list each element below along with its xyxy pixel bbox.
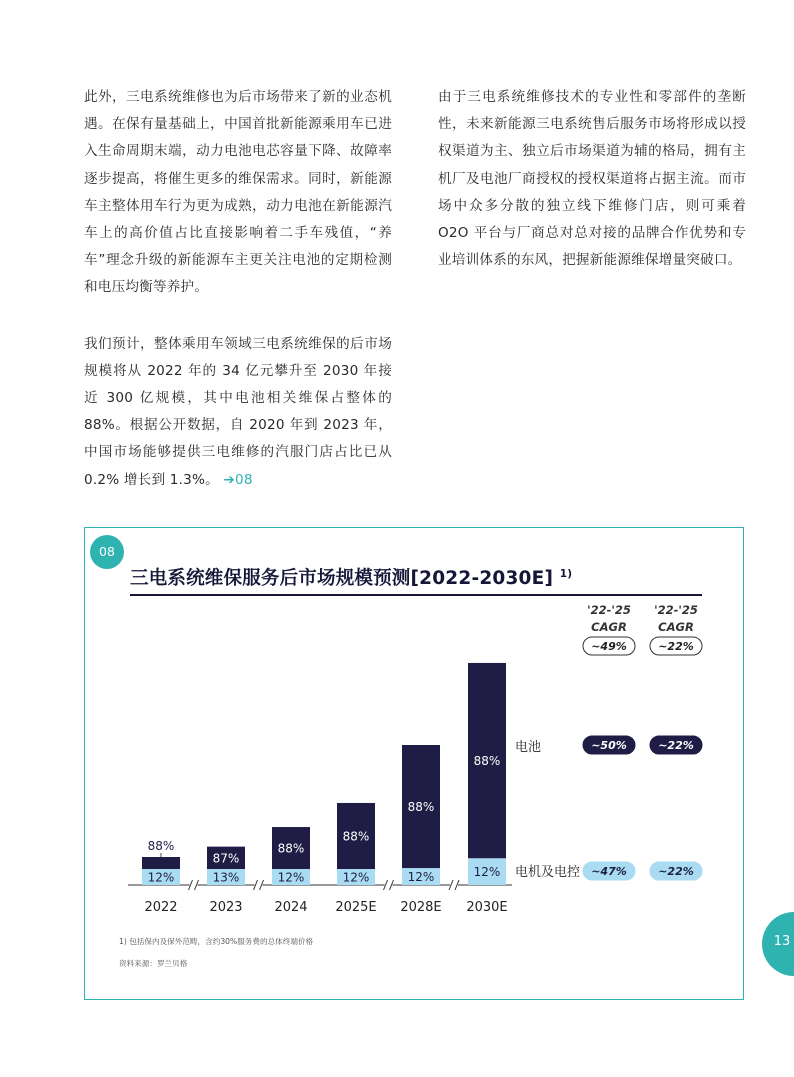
category-label-2030E: 2030E: [466, 900, 508, 915]
label-motor-share-2022: 12%: [147, 870, 175, 885]
cagr-header-label-1: CAGR: [658, 620, 694, 634]
cagr-battery-0-value: ~50%: [591, 739, 627, 752]
category-label-2024: 2024: [274, 900, 308, 915]
figure-footnote: 1) 包括保内及保外范畴，含约30%服务费的总体终端价格: [119, 937, 314, 946]
category-label-2025E: 2025E: [335, 900, 377, 915]
category-label-2028E: 2028E: [400, 900, 442, 915]
cagr-total-0-value: ~49%: [591, 640, 627, 653]
cagr-motor-1-value: ~22%: [658, 865, 694, 878]
page-number: 13: [773, 934, 791, 949]
cagr-battery-1-value: ~22%: [658, 739, 694, 752]
label-motor-share-2028E: 12%: [407, 870, 435, 885]
figure-source: 资料来源：罗兰贝格: [119, 959, 188, 968]
category-label-2023: 2023: [209, 900, 243, 915]
label-motor-share-2025E: 12%: [342, 870, 370, 885]
category-label-2022: 2022: [144, 900, 178, 915]
paragraph-market-forecast-text: 我们预计，整体乘用车领域三电系统维保的后市场规模将从 2022 年的 34 亿元攀升至 2030 年接近 300 亿规模，其中电池相关维保占整体的 88%。根据公开数据，自 2020 年到 2023 年，中国市场能够提供三电维修的汽服门店占比已从 0.2% 增长到 1.3%。: [84, 335, 392, 488]
label-battery-share-2023: 87%: [212, 851, 240, 866]
series-label-motor: 电机及电控: [515, 865, 581, 880]
figure-title-text: 三电系统维保服务后市场规模预测[2022-2030E]: [130, 568, 554, 589]
figure-title-footnote-marker: 1): [559, 567, 573, 580]
paragraph-aftermarket-opportunity: 此外，三电系统维修也为后市场带来了新的业态机遇。在保有量基础上，中国首批新能源乘用车已进入生命周期末端，动力电池电芯容量下降、故障率逐步提高，将催生更多的维保需求。同时，新能源车主整体用车行为更为成熟，动力电池在新能源汽车上的高价值占比直接影响着二手车残值，“养车”理念升级的新能源车主更关注电池的定期检测和电压均衡等养护。: [84, 89, 392, 296]
cagr-motor-0-value: ~47%: [591, 865, 627, 878]
paragraph-channel-structure: 由于三电系统维修技术的专业性和零部件的垄断性，未来新能源三电系统售后服务市场将形成以授权渠道为主、独立后市场渠道为辅的格局，拥有主机厂及电池厂商授权的授权渠道将占据主流。而市场中众多分散的独立线下维修门店，则可乘着 O2O 平台与厂商总对总对接的品牌合作优势和专业培训体系的东风，把握新能源维保增量突破口。: [438, 89, 746, 269]
series-label-battery: 电池: [515, 740, 542, 755]
label-motor-share-2023: 13%: [212, 870, 240, 885]
cagr-header-label-0: CAGR: [591, 620, 627, 634]
cagr-header-period-0: '22-'25: [587, 603, 631, 617]
figure-reference-link[interactable]: ➔08: [223, 471, 253, 488]
cagr-total-1-value: ~22%: [658, 640, 694, 653]
label-battery-share-2022: 88%: [147, 839, 175, 853]
label-battery-share-2030E: 88%: [473, 754, 501, 769]
figure-number-badge: 08: [90, 535, 124, 569]
label-motor-share-2024: 12%: [277, 870, 305, 885]
label-battery-share-2028E: 88%: [407, 800, 435, 815]
label-battery-share-2025E: 88%: [342, 829, 370, 844]
label-motor-share-2030E: 12%: [473, 865, 501, 880]
label-battery-share-2024: 88%: [277, 841, 305, 856]
cagr-header-period-1: '22-'25: [654, 603, 698, 617]
